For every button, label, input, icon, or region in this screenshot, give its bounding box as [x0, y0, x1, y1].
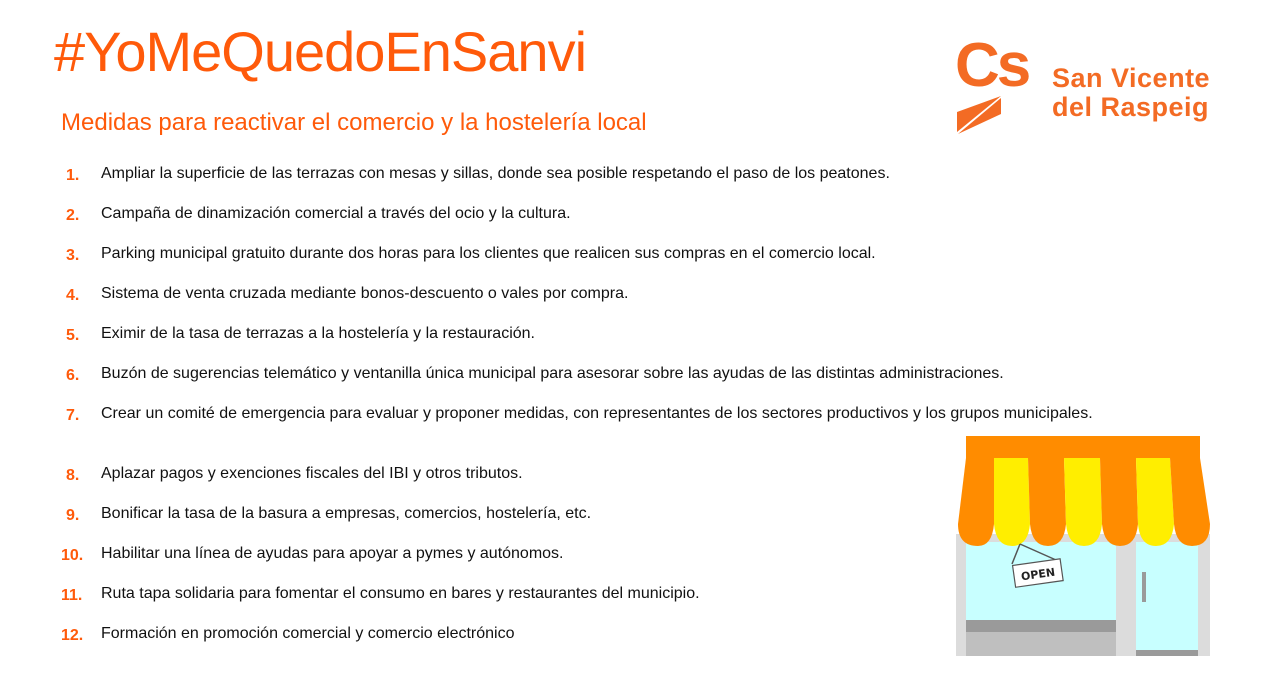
- logo-text: [1052, 64, 1210, 122]
- item-text: Ampliar la superficie de las terrazas con mesas y sillas, donde sea posible respetando el paso de los peatones.: [101, 165, 890, 182]
- door-handle-icon: [1142, 572, 1146, 602]
- shop-window-sill: [966, 620, 1116, 632]
- item-text: Ruta tapa solidaria para fomentar el consumo en bares y restaurantes del municipio.: [101, 585, 700, 602]
- item-number: 1.: [66, 167, 80, 184]
- logo-line-1: San Vicente: [1052, 63, 1211, 93]
- open-sign-text: OPEN: [1020, 565, 1056, 584]
- item-text: Eximir de la tasa de terrazas a la hostelería y la restauración.: [101, 325, 535, 342]
- item-text: Campaña de dinamización comercial a través del ocio y la cultura.: [101, 205, 571, 222]
- item-number: 3.: [66, 247, 80, 264]
- item-number: 6.: [66, 367, 80, 384]
- item-text: Parking municipal gratuito durante dos horas para los clientes que realicen sus compras en el comercio local.: [101, 245, 876, 262]
- item-text: Aplazar pagos y exenciones fiscales del IBI y otros tributos.: [101, 465, 523, 482]
- item-text: Formación en promoción comercial y comercio electrónico: [101, 625, 515, 642]
- awning-top: [966, 436, 1200, 458]
- page-title: #YoMeQuedoEnSanvi: [54, 20, 587, 83]
- item-number: 7.: [66, 407, 80, 424]
- item-text: Sistema de venta cruzada mediante bonos-descuento o vales por compra.: [101, 285, 629, 302]
- page-subtitle: Medidas para reactivar el comercio y la hostelería local: [61, 109, 647, 136]
- item-text: Crear un comité de emergencia para evaluar y proponer medidas, con representantes de los sectores productivos y los grupos municipales.: [101, 405, 1093, 422]
- logo-line-2: del Raspeig: [1052, 92, 1210, 122]
- item-number: 12.: [61, 627, 84, 644]
- item-number: 2.: [66, 207, 80, 224]
- item-text: Bonificar la tasa de la basura a empresas, comercios, hostelería, etc.: [101, 505, 592, 522]
- item-number: 8.: [66, 467, 80, 484]
- item-number: 4.: [66, 287, 80, 304]
- cs-logo-mark: Cs: [955, 36, 1029, 100]
- item-number: 5.: [66, 327, 80, 344]
- item-number: 10.: [61, 547, 84, 564]
- shop-illustration: [952, 434, 1214, 656]
- item-number: 11.: [61, 587, 83, 604]
- item-number: 9.: [66, 507, 80, 524]
- item-text: Buzón de sugerencias telemático y ventanilla única municipal para asesorar sobre las ayudas de las distintas administraciones.: [101, 365, 1004, 382]
- item-text: Habilitar una línea de ayudas para apoyar a pymes y autónomos.: [101, 545, 564, 562]
